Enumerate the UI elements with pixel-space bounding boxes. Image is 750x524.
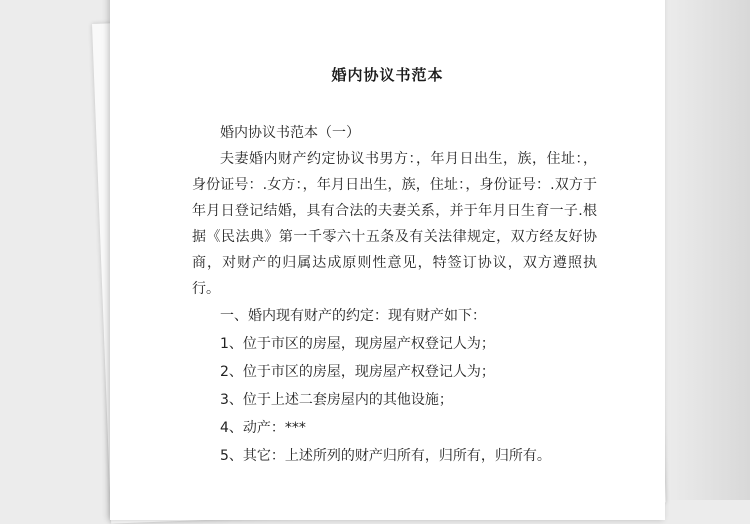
list-item: 3、位于上述二套房屋内的其他设施； (220, 392, 453, 408)
document-page (110, 0, 665, 520)
document-title: 婚内协议书范本 (331, 66, 444, 84)
subtitle: 婚内协议书范本（一） (220, 125, 360, 141)
list-item: 1、位于市区的房屋，现房屋产权登记人为； (220, 336, 495, 352)
document-body (192, 120, 597, 464)
list-item: 4、动产：*** (220, 420, 306, 436)
intro-paragraph: 夫妻婚内财产约定协议书男方：，年月日出生，族，住址：，身份证号：.女方：，年月日出生，族，住址：，身份证号：.双方于年月日登记结婚，具有合法的夫妻关系，并于年月日生育一子.根据《民法典》第一千零六十五条及有关法律规定，双方经友好协商，对财产的归属达成原则性意见，特签订协议，双方遵照执行。 (192, 151, 597, 297)
list-item: 5、其它：上述所列的财产归所有，归所有，归所有。 (220, 448, 551, 464)
section-heading: 一、婚内现有财产的约定：现有财产如下： (220, 308, 486, 324)
list-item: 2、位于市区的房屋，现房屋产权登记人为； (220, 364, 495, 380)
